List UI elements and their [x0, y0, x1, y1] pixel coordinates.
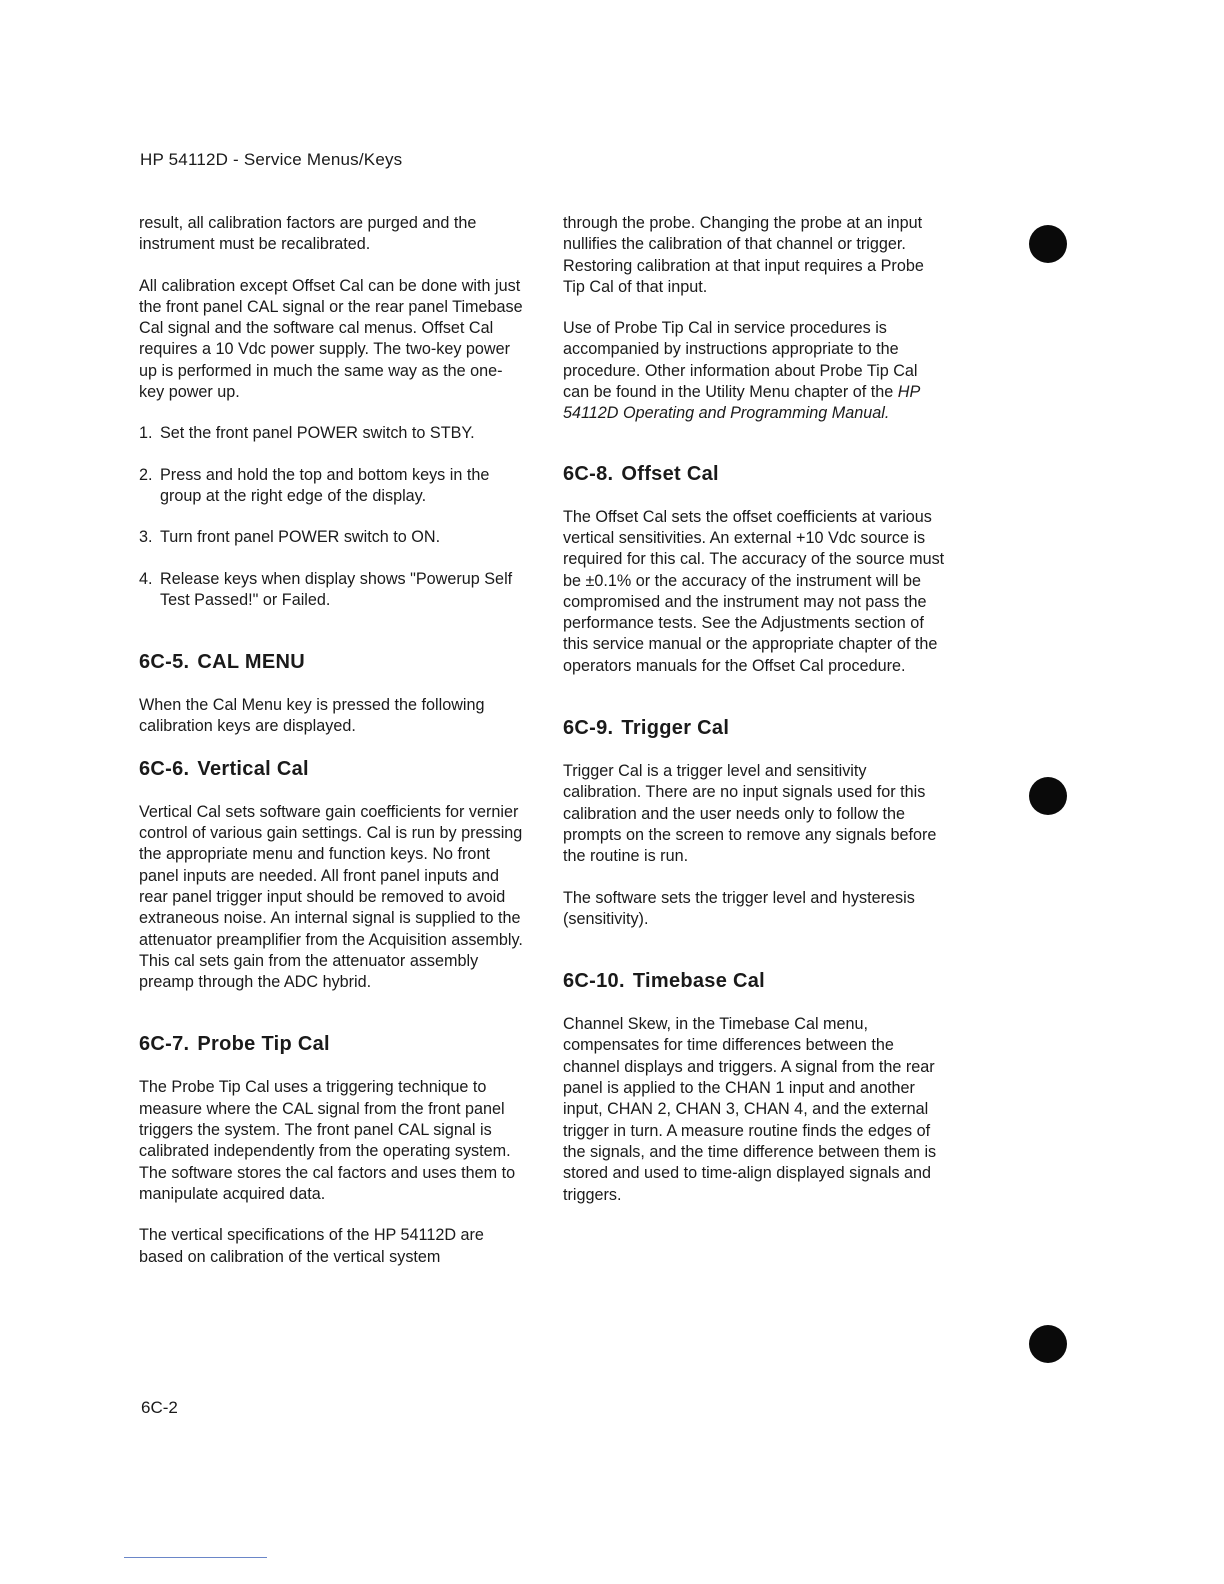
intro-paragraph: result, all calibration factors are purged and the instrument must be recalibrated.	[139, 214, 477, 254]
section-heading-probe-tip-cal	[139, 1031, 524, 1057]
list-item	[139, 423, 524, 444]
section-body: The Offset Cal sets the offset coefficients at various vertical sensitivities. An external +10 Vdc source is required for this cal. The accuracy of the source must be ±0.1% or the accuracy of the instrument will be compromised and the instrument may not pass the performance tests. See the Adjustments section of this service manual or the appropriate chapter of the operators manuals for the Offset Cal procedure.	[563, 507, 945, 675]
list-text: Release keys when display shows "Powerup Self Test Passed!" or Failed.	[160, 569, 513, 609]
right-column	[563, 213, 948, 1206]
section-body: The vertical specifications of the HP 54112D are based on calibration of the vertical system	[139, 1226, 484, 1266]
list-number: 2.	[139, 465, 153, 484]
punch-hole-bottom	[1029, 1325, 1067, 1363]
section-heading-timebase-cal	[563, 968, 948, 994]
section-number: 6C-8.	[563, 462, 614, 485]
section-title: Offset Cal	[621, 462, 719, 485]
punch-hole-middle	[1029, 777, 1067, 815]
section-body: The software sets the trigger level and hysteresis (sensitivity).	[563, 888, 915, 928]
section-heading-trigger-cal	[563, 715, 948, 741]
list-number: 3.	[139, 528, 153, 547]
continued-paragraph: through the probe. Changing the probe at an input nullifies the calibration of that channel or trigger. Restoring calibration at that input requires a Probe Tip Cal of that input.	[563, 214, 924, 296]
list-text: Press and hold the top and bottom keys in the group at the right edge of the display.	[160, 465, 490, 505]
section-number: 6C-7.	[139, 1033, 190, 1056]
paragraph-text: Use of Probe Tip Cal in service procedures is accompanied by instructions appropriate to the procedure. Other information about Probe Tip Cal can be found in the Utility Menu chapter of the	[563, 319, 918, 402]
section-body: The Probe Tip Cal uses a triggering technique to measure where the CAL signal from the front panel triggers the system. The front panel CAL signal is calibrated independently from the operating system. The software stores the cal factors and uses them to manipulate acquired data.	[139, 1078, 516, 1203]
page-number: 6C-2	[141, 1398, 178, 1417]
section-number: 6C-9.	[563, 717, 614, 740]
section-body: When the Cal Menu key is pressed the following calibration keys are displayed.	[139, 696, 485, 736]
section-heading-vertical-cal	[139, 756, 524, 782]
section-body: Vertical Cal sets software gain coefficients for vernier control of various gain settings. Cal is run by pressing the appropriate menu and function keys. No front panel inputs are needed. All front panel inputs and rear panel trigger input should be removed to avoid extraneous noise. An internal signal is supplied to the attenuator preamplifier from the Acquisition assembly. This cal sets gain from the attenuator assembly preamp through the ADC hybrid.	[139, 802, 523, 992]
list-text: Turn front panel POWER switch to ON.	[160, 528, 441, 547]
manual-title-italic: HP 54112D Operating and Programming Manual.	[563, 383, 920, 423]
continued-paragraph	[563, 318, 948, 424]
section-title: Probe Tip Cal	[197, 1033, 330, 1056]
section-title: Trigger Cal	[621, 717, 730, 740]
left-column	[139, 213, 524, 1268]
section-title: Vertical Cal	[197, 757, 309, 780]
section-number: 6C-6.	[139, 757, 190, 780]
section-number: 6C-5.	[139, 651, 190, 674]
scan-edge-line	[124, 1557, 267, 1558]
intro-paragraph: All calibration except Offset Cal can be done with just the front panel CAL signal or the rear panel Timebase Cal signal and the software cal menus. Offset Cal requires a 10 Vdc power supply. The two-key power up is performed in much the same way as the one-key power up.	[139, 276, 523, 402]
list-item	[139, 569, 524, 612]
list-number: 4.	[139, 569, 153, 588]
list-text: Set the front panel POWER switch to STBY.	[160, 424, 475, 443]
punch-hole-top	[1029, 225, 1067, 263]
section-heading-offset-cal	[563, 461, 948, 487]
section-number: 6C-10.	[563, 970, 625, 993]
section-heading-cal-menu	[139, 649, 524, 675]
list-number: 1.	[139, 424, 153, 443]
list-item	[139, 527, 524, 548]
section-body: Trigger Cal is a trigger level and sensitivity calibration. There are no input signals used for this calibration and the user needs only to follow the prompts on the screen to remove any signals before the routine is run.	[563, 762, 937, 866]
list-item	[139, 465, 524, 508]
running-header: HP 54112D - Service Menus/Keys	[140, 150, 403, 169]
section-title: CAL MENU	[197, 651, 305, 674]
section-body: Channel Skew, in the Timebase Cal menu, compensates for time differences between the channel displays and triggers. A signal from the rear panel is applied to the CHAN 1 input and another input, CHAN 2, CHAN 3, CHAN 4, and the external trigger in turn. A measure routine finds the edges of the signals, and the time difference between them is stored and used to time-align displayed signals and triggers.	[563, 1015, 937, 1204]
section-title: Timebase Cal	[632, 970, 766, 993]
